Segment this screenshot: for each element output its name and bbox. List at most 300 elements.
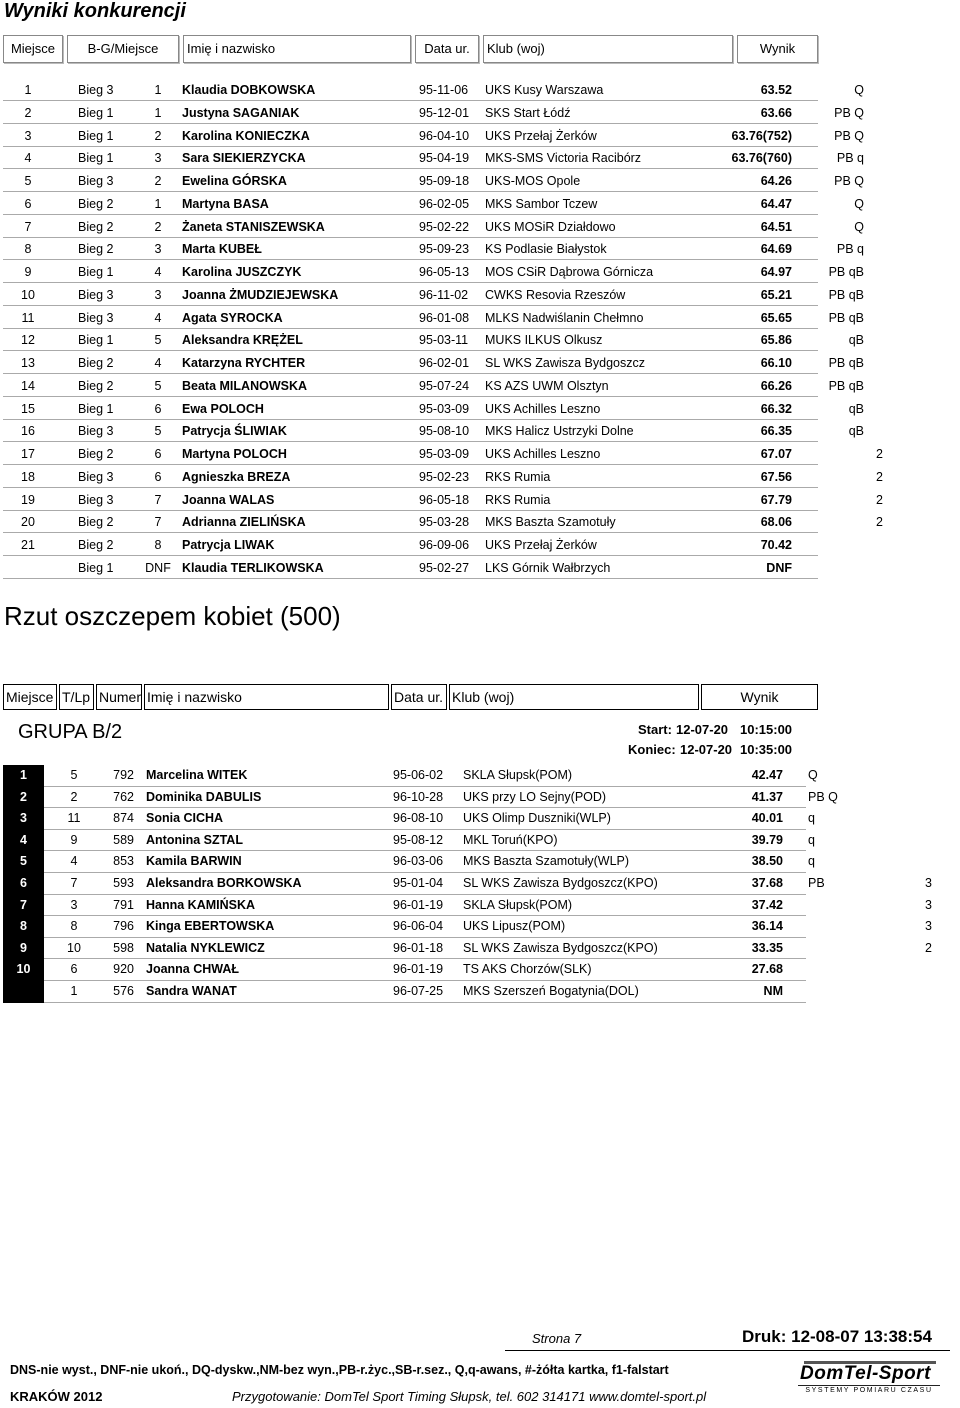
row-heat: Bieg 3 bbox=[78, 287, 114, 302]
row-note: q bbox=[808, 832, 815, 847]
table-row bbox=[0, 557, 960, 579]
page-title: Wyniki konkurencji bbox=[4, 0, 186, 22]
row-name: Joanna WALAS bbox=[182, 492, 275, 507]
row-note: Q bbox=[808, 768, 818, 782]
row-heat: Bieg 2 bbox=[78, 242, 114, 257]
row-dob: 96-01-19 bbox=[393, 962, 444, 977]
row-points: 3 bbox=[925, 897, 932, 912]
row-place: 19 bbox=[21, 492, 35, 507]
row-dob: 95-03-11 bbox=[419, 333, 469, 348]
table-row bbox=[0, 375, 960, 397]
row-note: PB Q bbox=[834, 105, 864, 120]
table-row bbox=[0, 216, 960, 238]
row-number: 762 bbox=[113, 789, 134, 804]
row-place: 20 bbox=[21, 515, 35, 530]
row-name: Sonia CICHA bbox=[146, 811, 224, 826]
row-dob: 95-09-23 bbox=[419, 242, 470, 257]
row-note: PB qB bbox=[828, 310, 864, 325]
row-result: 39.79 bbox=[751, 832, 783, 847]
row-club: MUKS ILKUS Olkusz bbox=[485, 333, 603, 348]
row-result: 64.26 bbox=[760, 174, 792, 188]
row-dob: 95-02-22 bbox=[419, 219, 470, 234]
row-heat-position: 5 bbox=[154, 424, 162, 439]
row-heat: Bieg 3 bbox=[78, 492, 114, 507]
row-note: Q bbox=[854, 83, 864, 97]
row-place: 13 bbox=[21, 356, 35, 370]
table-row bbox=[0, 170, 960, 192]
row-place: 14 bbox=[21, 378, 35, 393]
table-row bbox=[0, 938, 960, 960]
row-note: PB qB bbox=[828, 287, 864, 302]
col-dob: Data ur. bbox=[415, 35, 479, 63]
row-dob: 95-02-27 bbox=[419, 560, 470, 575]
row-place: 1 bbox=[20, 768, 27, 782]
row-name: Joanna CHWAŁ bbox=[146, 962, 240, 977]
row-result: 66.32 bbox=[760, 401, 792, 416]
row-dob: 96-04-10 bbox=[419, 128, 470, 143]
table-row bbox=[0, 873, 960, 895]
row-club: MKS Baszta Szamotuły(WLP) bbox=[463, 854, 630, 869]
row-dob: 96-10-28 bbox=[393, 789, 444, 804]
table-row bbox=[0, 352, 960, 374]
row-heat-position: 7 bbox=[154, 492, 162, 507]
row-heat-position: 4 bbox=[154, 310, 162, 325]
row-club: KS Podlasie Białystok bbox=[485, 242, 607, 257]
row-result: 38.50 bbox=[751, 854, 783, 869]
row-place: 1 bbox=[24, 83, 32, 97]
row-place: 8 bbox=[20, 919, 27, 934]
row-number: 920 bbox=[113, 962, 134, 977]
row-dob: 96-02-01 bbox=[419, 356, 470, 370]
row-lp: 3 bbox=[70, 897, 78, 912]
table-row bbox=[0, 916, 960, 938]
row-name: Klaudia DOBKOWSKA bbox=[182, 83, 316, 97]
col-place: Miejsce bbox=[3, 35, 63, 63]
row-result: 67.07 bbox=[760, 447, 792, 461]
row-heat-position: 3 bbox=[154, 151, 162, 166]
row-heat: Bieg 2 bbox=[78, 447, 114, 461]
table-row bbox=[0, 307, 960, 329]
row-heat: Bieg 3 bbox=[78, 83, 114, 97]
table-row bbox=[0, 959, 960, 981]
table-row bbox=[0, 125, 960, 147]
row-heat: Bieg 3 bbox=[78, 310, 114, 325]
row-heat-position: 4 bbox=[154, 356, 162, 370]
row-place: 11 bbox=[21, 310, 35, 325]
table-row bbox=[0, 238, 960, 260]
row-name: Kamila BARWIN bbox=[146, 854, 242, 869]
row-result: 63.76(752) bbox=[731, 128, 792, 143]
table-row bbox=[0, 534, 960, 556]
row-heat: Bieg 1 bbox=[78, 401, 114, 416]
row-dob: 95-01-04 bbox=[393, 876, 444, 890]
row-place: 16 bbox=[21, 424, 35, 439]
row-club: UKS Przełaj Żerków bbox=[485, 538, 597, 552]
row-result: 63.76(760) bbox=[731, 151, 792, 166]
row-club: SL WKS Zawisza Bydgoszcz bbox=[485, 356, 646, 370]
row-club: CWKS Resovia Rzeszów bbox=[485, 287, 626, 302]
row-heat: Bieg 1 bbox=[78, 105, 114, 120]
row-heat-position: 2 bbox=[154, 174, 162, 188]
logo-text: DomTel-Sport bbox=[800, 1363, 931, 1384]
row-result: 64.69 bbox=[760, 242, 792, 257]
col2-lp: T/Lp bbox=[59, 684, 94, 710]
row-points: 3 bbox=[925, 919, 932, 934]
row-club: MKS Baszta Szamotuły bbox=[485, 515, 616, 530]
row-club: MKL Toruń(KPO) bbox=[463, 832, 558, 847]
row-name: Patrycja LIWAK bbox=[182, 538, 275, 552]
row-heat: Bieg 2 bbox=[78, 538, 114, 552]
table-row bbox=[0, 466, 960, 488]
row-place: 17 bbox=[21, 447, 35, 461]
row-dob: 95-12-01 bbox=[419, 105, 470, 120]
results-table-header bbox=[3, 35, 818, 63]
row-points: 2 bbox=[876, 447, 883, 461]
row-place: 12 bbox=[21, 333, 35, 348]
row-club: UKS Achilles Leszno bbox=[485, 401, 601, 416]
row-club: TS AKS Chorzów(SLK) bbox=[463, 962, 592, 977]
table-row bbox=[0, 851, 960, 873]
row-place: 10 bbox=[16, 962, 31, 977]
row-name: Dominika DABULIS bbox=[146, 789, 262, 804]
row-place: 6 bbox=[20, 876, 27, 890]
end-time: 10:35:00 bbox=[740, 742, 793, 757]
row-points: 3 bbox=[925, 876, 932, 890]
row-number: 593 bbox=[113, 876, 134, 890]
start-date: 12-07-20 bbox=[676, 722, 729, 737]
row-points: 2 bbox=[876, 515, 883, 530]
row-result: 67.79 bbox=[760, 492, 792, 507]
row-lp: 5 bbox=[70, 768, 78, 782]
abbreviations-legend: DNS-nie wyst., DNF-nie ukoń., DQ-dyskw.,NM-bez wyn.,PB-r.życ.,SB-r.sez., Q,q-awans, #-żółta kartka, f1-falstart bbox=[10, 1363, 669, 1377]
row-result: 65.21 bbox=[760, 287, 792, 302]
row-note: qB bbox=[848, 333, 864, 348]
row-number: 792 bbox=[113, 768, 134, 782]
group-name: GRUPA B/2 bbox=[18, 721, 123, 743]
row-result: 37.68 bbox=[751, 876, 783, 890]
row-name: Żaneta STANISZEWSKA bbox=[182, 219, 325, 234]
col2-name: Imię i nazwisko bbox=[144, 684, 389, 710]
row-dob: 95-09-18 bbox=[419, 174, 470, 188]
row-dob: 95-07-24 bbox=[419, 378, 470, 393]
row-place: 9 bbox=[24, 265, 32, 279]
col2-club: Klub (woj) bbox=[449, 684, 699, 710]
row-name: Karolina JUSZCZYK bbox=[182, 265, 302, 279]
row-place: 9 bbox=[20, 940, 27, 955]
row-note: PB Q bbox=[834, 174, 864, 188]
start-label: Start: bbox=[638, 722, 672, 737]
row-heat: Bieg 2 bbox=[78, 196, 114, 211]
row-dob: 96-05-13 bbox=[419, 265, 470, 279]
row-heat-position: 1 bbox=[154, 83, 162, 97]
row-dob: 95-08-12 bbox=[393, 832, 444, 847]
row-dob: 96-01-18 bbox=[393, 940, 444, 955]
row-note: qB bbox=[848, 401, 864, 416]
row-number: 576 bbox=[113, 984, 134, 998]
print-date: Druk: 12-08-07 13:38:54 bbox=[742, 1327, 932, 1346]
col-heat: B-G/Miejsce bbox=[67, 35, 179, 63]
row-name: Ewelina GÓRSKA bbox=[182, 174, 287, 188]
table-row bbox=[0, 443, 960, 465]
row-dob: 96-11-02 bbox=[419, 287, 469, 302]
row-lp: 6 bbox=[70, 962, 78, 977]
row-points: 2 bbox=[876, 492, 883, 507]
row-dob: 96-08-10 bbox=[393, 811, 444, 826]
row-name: Beata MILANOWSKA bbox=[182, 378, 308, 393]
row-name: Hanna KAMIŃSKA bbox=[146, 897, 256, 912]
row-heat: Bieg 1 bbox=[78, 560, 114, 575]
row-result: 33.35 bbox=[751, 940, 783, 955]
row-heat: Bieg 1 bbox=[78, 151, 114, 166]
row-heat: Bieg 1 bbox=[78, 128, 114, 143]
table-row bbox=[0, 808, 960, 830]
row-note: PB Q bbox=[808, 789, 838, 804]
col2-number: Numer bbox=[96, 684, 142, 710]
row-dob: 95-02-23 bbox=[419, 469, 470, 484]
row-heat-position: 1 bbox=[154, 105, 162, 120]
row-name: Aleksandra KRĘŻEL bbox=[182, 333, 303, 348]
row-points: 2 bbox=[876, 469, 883, 484]
row-result: 64.47 bbox=[760, 196, 792, 211]
row-note: PB bbox=[808, 876, 825, 890]
row-club: SKLA Słupsk(POM) bbox=[463, 897, 573, 912]
row-name: Agata SYROCKA bbox=[182, 310, 283, 325]
table-row bbox=[0, 981, 960, 1003]
row-heat: Bieg 2 bbox=[78, 378, 114, 393]
row-dob: 95-03-28 bbox=[419, 515, 470, 530]
row-name: Antonina SZTAL bbox=[146, 832, 243, 847]
row-club: UKS Kusy Warszawa bbox=[485, 83, 604, 97]
row-note: qB bbox=[848, 424, 864, 439]
row-place: 15 bbox=[21, 401, 35, 416]
col2-place: Miejsce bbox=[3, 684, 57, 710]
row-result: 63.52 bbox=[760, 83, 792, 97]
row-place: 3 bbox=[20, 811, 27, 826]
row-club: UKS Olimp Duszniki(WLP) bbox=[463, 811, 611, 826]
row-club: LKS Górnik Wałbrzych bbox=[485, 560, 611, 575]
row-name: Ewa POLOCH bbox=[182, 401, 264, 416]
row-name: Katarzyna RYCHTER bbox=[182, 356, 306, 370]
row-name: Marcelina WITEK bbox=[146, 768, 248, 782]
row-club: UKS Lipusz(POM) bbox=[463, 919, 566, 934]
row-heat: Bieg 2 bbox=[78, 515, 114, 530]
row-result: 27.68 bbox=[751, 962, 783, 977]
row-name: Sara SIEKIERZYCKA bbox=[182, 151, 306, 166]
row-divider bbox=[44, 1002, 806, 1003]
row-lp: 7 bbox=[70, 876, 78, 890]
row-divider bbox=[3, 578, 818, 579]
row-note: PB qB bbox=[828, 265, 864, 279]
col-name: Imię i nazwisko bbox=[183, 35, 411, 63]
row-name: Kinga EBERTOWSKA bbox=[146, 919, 275, 934]
end-date: 12-07-20 bbox=[680, 742, 733, 757]
row-place: 4 bbox=[24, 151, 32, 166]
start-time: 10:15:00 bbox=[740, 722, 793, 737]
row-dob: 96-07-25 bbox=[393, 984, 444, 998]
row-result: 67.56 bbox=[760, 469, 792, 484]
row-place: 4 bbox=[20, 832, 27, 847]
row-name: Sandra WANAT bbox=[146, 984, 237, 998]
table-row bbox=[0, 147, 960, 169]
row-result: 41.37 bbox=[751, 789, 783, 804]
table-row bbox=[0, 511, 960, 533]
row-result: 36.14 bbox=[751, 919, 783, 934]
row-note: PB qB bbox=[828, 378, 864, 393]
row-result: 64.97 bbox=[760, 265, 792, 279]
row-club: SL WKS Zawisza Bydgoszcz(KPO) bbox=[463, 940, 658, 955]
row-heat-position: 5 bbox=[154, 333, 162, 348]
prepared-by: Przygotowanie: DomTel Sport Timing Słupsk, tel. 602 314171 www.domtel-sport.pl bbox=[232, 1389, 707, 1404]
row-note: Q bbox=[854, 196, 864, 211]
row-dob: 95-03-09 bbox=[419, 401, 470, 416]
row-name: Martyna BASA bbox=[182, 196, 269, 211]
row-club: RKS Rumia bbox=[485, 492, 551, 507]
row-club: UKS Achilles Leszno bbox=[485, 447, 601, 461]
row-dob: 95-03-09 bbox=[419, 447, 470, 461]
row-lp: 4 bbox=[70, 854, 78, 869]
table-row bbox=[0, 329, 960, 351]
row-name: Natalia NYKLEWICZ bbox=[146, 940, 265, 955]
page-number: Strona 7 bbox=[532, 1331, 582, 1346]
row-dob: 95-06-02 bbox=[393, 768, 444, 782]
row-heat: Bieg 2 bbox=[78, 356, 114, 370]
row-club: UKS przy LO Sejny(POD) bbox=[463, 789, 607, 804]
results-table-2-header bbox=[3, 684, 818, 710]
col2-result: Wynik bbox=[701, 684, 818, 710]
table-row bbox=[0, 765, 960, 787]
row-name: Klaudia TERLIKOWSKA bbox=[182, 560, 324, 575]
row-number: 853 bbox=[113, 854, 134, 869]
domtel-logo bbox=[794, 1357, 944, 1397]
row-result: 63.66 bbox=[760, 105, 792, 120]
row-name: Patrycja ŚLIWIAK bbox=[182, 424, 287, 439]
footer-divider bbox=[505, 1350, 950, 1351]
row-club: SKLA Słupsk(POM) bbox=[463, 768, 573, 782]
row-number: 796 bbox=[113, 919, 134, 934]
table-row bbox=[0, 895, 960, 917]
row-name: Joanna ŻMUDZIEJEWSKA bbox=[182, 287, 339, 302]
row-heat-position: 7 bbox=[154, 515, 162, 530]
row-result: 42.47 bbox=[751, 768, 783, 782]
row-heat-position: 2 bbox=[154, 219, 162, 234]
table-row bbox=[0, 420, 960, 442]
row-name: Martyna POLOCH bbox=[182, 447, 287, 461]
row-heat-position: 3 bbox=[154, 242, 162, 257]
row-result: 37.42 bbox=[751, 897, 783, 912]
row-result: 68.06 bbox=[760, 515, 792, 530]
row-lp: 10 bbox=[67, 940, 81, 955]
table-row bbox=[0, 284, 960, 306]
row-name: Marta KUBEŁ bbox=[182, 242, 262, 257]
table-row bbox=[0, 261, 960, 283]
row-place: 5 bbox=[24, 174, 32, 188]
row-number: 874 bbox=[113, 811, 134, 826]
table-row bbox=[0, 830, 960, 852]
row-club: MKS Sambor Tczew bbox=[485, 196, 598, 211]
row-dob: 96-05-18 bbox=[419, 492, 470, 507]
row-note: PB q bbox=[836, 242, 864, 257]
row-heat: Bieg 2 bbox=[78, 219, 114, 234]
row-heat-position: 1 bbox=[154, 196, 162, 211]
col-result: Wynik bbox=[737, 35, 818, 63]
row-dob: 96-01-19 bbox=[393, 897, 444, 912]
row-club: SKS Start Łódź bbox=[485, 105, 571, 120]
row-lp: 2 bbox=[70, 789, 78, 804]
row-place: 3 bbox=[24, 128, 32, 143]
row-heat-position: 6 bbox=[154, 447, 162, 461]
row-result: 65.86 bbox=[760, 333, 792, 348]
row-note: PB q bbox=[836, 151, 864, 166]
row-club: MKS Halicz Ustrzyki Dolne bbox=[485, 424, 634, 439]
row-heat-position: 4 bbox=[154, 265, 162, 279]
col-club: Klub (woj) bbox=[483, 35, 733, 63]
end-label: Koniec: bbox=[628, 742, 676, 757]
row-note: PB qB bbox=[828, 356, 864, 370]
row-place: 8 bbox=[24, 242, 32, 257]
row-club: MOS CSiR Dąbrowa Górnicza bbox=[485, 265, 654, 279]
row-club: MLKS Nadwiślanin Chełmno bbox=[485, 310, 644, 325]
row-club: SL WKS Zawisza Bydgoszcz(KPO) bbox=[463, 876, 658, 890]
row-number: 791 bbox=[113, 897, 134, 912]
row-place: 7 bbox=[20, 897, 27, 912]
row-dob: 96-02-05 bbox=[419, 196, 470, 211]
row-dob: 96-06-04 bbox=[393, 919, 444, 934]
row-name: Karolina KONIECZKA bbox=[182, 128, 310, 143]
row-club: UKS MOSiR Działdowo bbox=[485, 219, 616, 234]
row-lp: 11 bbox=[67, 811, 81, 826]
row-heat-position: 2 bbox=[154, 128, 162, 143]
row-result: 40.01 bbox=[751, 811, 783, 826]
row-heat-position: 6 bbox=[154, 469, 162, 484]
row-club: MKS-SMS Victoria Racibórz bbox=[485, 151, 642, 166]
row-club: KS AZS UWM Olsztyn bbox=[485, 378, 609, 393]
row-place: 6 bbox=[24, 196, 32, 211]
row-heat: Bieg 3 bbox=[78, 174, 114, 188]
row-heat: Bieg 1 bbox=[78, 333, 114, 348]
row-name: Adrianna ZIELIŃSKA bbox=[182, 515, 306, 530]
row-heat: Bieg 3 bbox=[78, 469, 114, 484]
row-number: 589 bbox=[113, 832, 134, 847]
row-note: q bbox=[808, 854, 815, 869]
row-dob: 95-11-06 bbox=[419, 83, 469, 97]
event-title: Rzut oszczepem kobiet (500) bbox=[4, 601, 341, 631]
row-name: Aleksandra BORKOWSKA bbox=[146, 876, 302, 890]
row-result: DNF bbox=[766, 560, 792, 575]
row-club: RKS Rumia bbox=[485, 469, 551, 484]
logo-subtitle: SYSTEMY POMIARU CZASU bbox=[798, 1385, 940, 1395]
row-place: 7 bbox=[24, 219, 32, 234]
row-result: 66.10 bbox=[760, 356, 792, 370]
row-club: UKS Przełaj Żerków bbox=[485, 128, 597, 143]
row-note: PB Q bbox=[834, 128, 864, 143]
row-place: 2 bbox=[20, 789, 27, 804]
row-name: Justyna SAGANIAK bbox=[182, 105, 300, 120]
row-place: 10 bbox=[21, 287, 35, 302]
row-lp: 1 bbox=[70, 984, 78, 998]
row-result: 65.65 bbox=[760, 310, 792, 325]
row-heat-position: 5 bbox=[154, 378, 162, 393]
row-number: 598 bbox=[113, 940, 134, 955]
row-heat-position: DNF bbox=[145, 560, 171, 575]
table-row bbox=[0, 102, 960, 124]
row-dob: 96-01-08 bbox=[419, 310, 470, 325]
row-place: 21 bbox=[21, 538, 35, 552]
row-dob: 95-08-10 bbox=[419, 424, 470, 439]
table-row bbox=[0, 787, 960, 809]
row-heat-position: 8 bbox=[154, 538, 162, 552]
row-result: NM bbox=[763, 984, 783, 998]
col2-dob: Data ur. bbox=[391, 684, 447, 710]
